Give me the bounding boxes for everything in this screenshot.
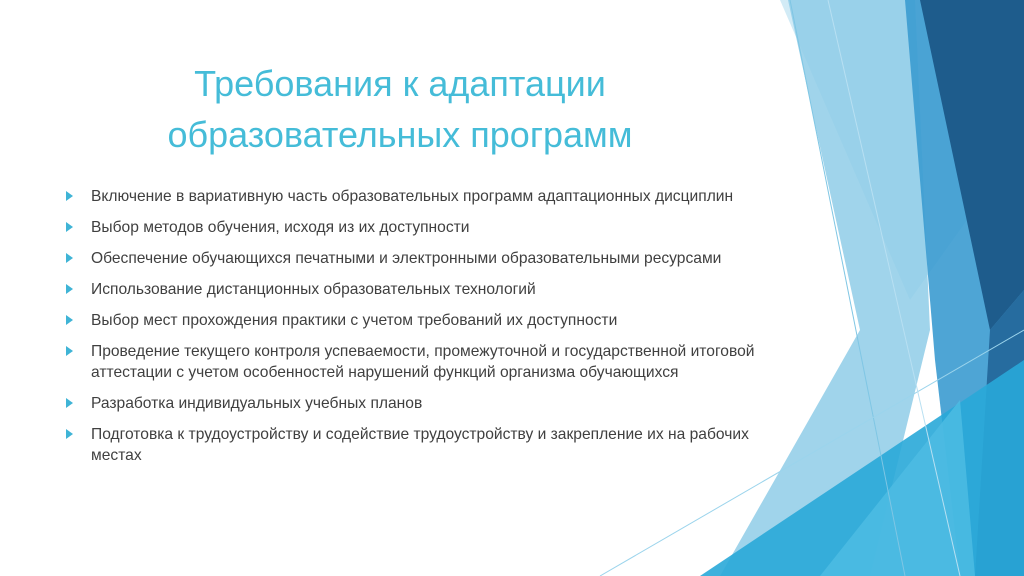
bullet-text: Обеспечение обучающихся печатными и электронными образовательными ресурсами: [91, 250, 722, 267]
bullet-text: Разработка индивидуальных учебных планов: [91, 395, 423, 412]
bullet-item: [66, 310, 756, 331]
bullet-arrow-icon: [66, 346, 73, 356]
bullet-arrow-icon: [66, 253, 73, 263]
slide-title: [130, 58, 670, 160]
bullet-item: [66, 186, 756, 207]
bullet-text: Подготовка к трудоустройству и содействие трудоустройству и закрепление их на рабочих местах: [91, 426, 749, 464]
bullet-item: [66, 217, 756, 238]
bullet-arrow-icon: [66, 398, 73, 408]
bullet-arrow-icon: [66, 429, 73, 439]
bullet-item: [66, 424, 756, 466]
bullet-arrow-icon: [66, 191, 73, 201]
bullet-item: [66, 341, 756, 383]
bullet-text: Включение в вариативную часть образовательных программ адаптационных дисциплин: [91, 188, 734, 205]
bullet-item: [66, 279, 756, 300]
bullet-item: [66, 393, 756, 414]
bullet-arrow-icon: [66, 315, 73, 325]
bullet-text: Выбор мест прохождения практики с учетом требований их доступности: [91, 312, 618, 329]
bullet-arrow-icon: [66, 222, 73, 232]
bullet-list: [66, 186, 756, 476]
bullet-arrow-icon: [66, 284, 73, 294]
slide-title-line-1: Требования к адаптации: [194, 63, 606, 104]
bullet-text: Проведение текущего контроля успеваемости, промежуточной и государственной итоговой аттестации с учетом особенностей нарушений функций организма обучающихся: [91, 343, 755, 381]
slide-title-line-2: образовательных программ: [167, 114, 633, 155]
bullet-text: Использование дистанционных образовательных технологий: [91, 281, 536, 298]
bullet-text: Выбор методов обучения, исходя из их доступности: [91, 219, 470, 236]
bullet-item: [66, 248, 756, 269]
